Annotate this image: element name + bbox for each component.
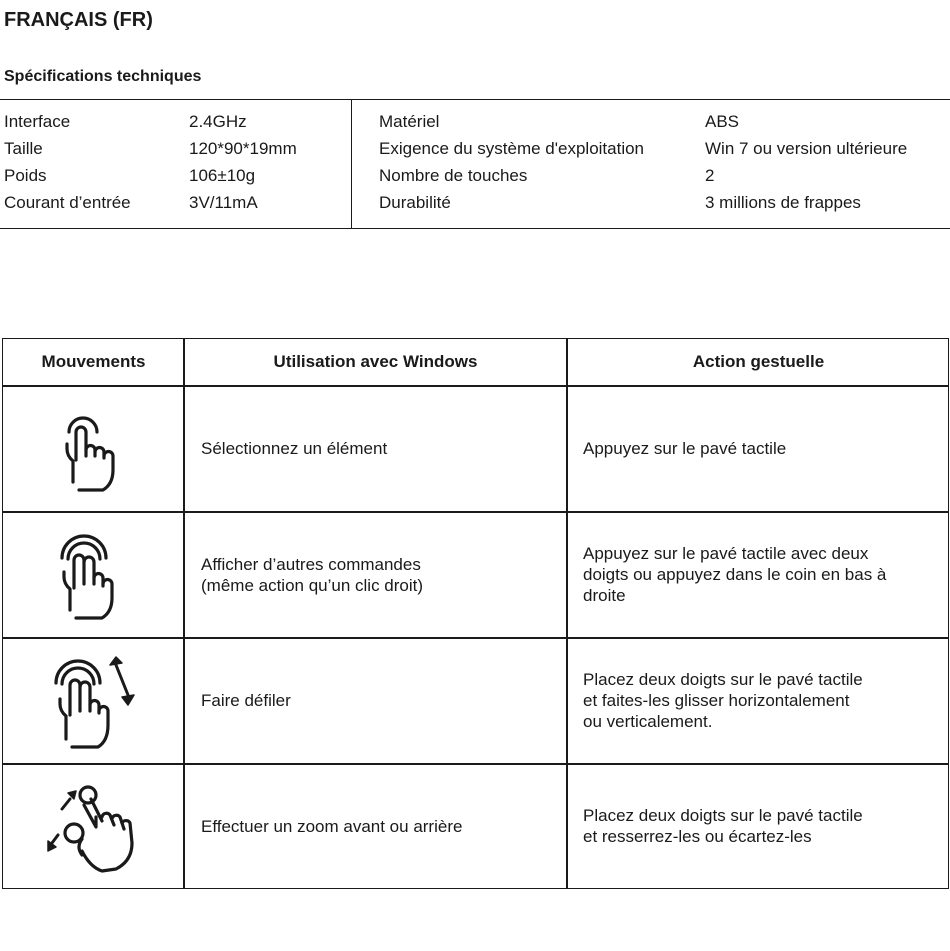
specs-table <box>0 99 950 229</box>
gestures-table <box>2 338 949 889</box>
gesture-action-cell <box>583 386 945 511</box>
spec-row <box>0 112 950 139</box>
spec-label: Poids <box>4 166 47 185</box>
spec-value: Win 7 ou version ultérieure <box>705 139 908 158</box>
header-movements: Mouvements <box>41 352 146 371</box>
spec-value: ABS <box>705 112 740 131</box>
windows-usage-text: Effectuer un zoom avant ou arrière <box>201 816 463 836</box>
two-finger-scroll-hand-icon <box>3 638 184 763</box>
windows-usage-text: Faire défiler <box>201 691 291 710</box>
page-title: FRANÇAIS (FR) <box>4 9 153 31</box>
spec-row <box>0 166 950 193</box>
spec-label: Durabilité <box>379 193 451 212</box>
spec-label: Taille <box>4 139 43 158</box>
gesture-action-text: Placez deux doigts sur le pavé tactile et faites-les glisser horizontalement ou verticalement. <box>583 670 863 731</box>
spec-label: Nombre de touches <box>379 166 528 185</box>
spec-value: 106±10g <box>189 166 256 185</box>
specs-heading: Spécifications techniques <box>4 68 202 85</box>
two-finger-tap-hand-icon <box>3 512 184 637</box>
header-action: Action gestuelle <box>692 352 825 371</box>
single-tap-hand-icon <box>3 386 184 511</box>
column-divider <box>566 339 568 888</box>
windows-usage-cell <box>201 512 561 637</box>
gesture-action-text: Appuyez sur le pavé tactile <box>583 439 787 458</box>
spec-label: Courant d’entrée <box>4 193 131 212</box>
windows-usage-cell <box>201 638 561 763</box>
spec-value: 120*90*19mm <box>189 139 297 158</box>
spec-value: 3 millions de frappes <box>705 193 861 212</box>
gesture-action-text: Appuyez sur le pavé tactile avec deux doigts ou appuyez dans le coin en bas à droite <box>583 544 887 605</box>
spec-label: Interface <box>4 112 71 131</box>
windows-usage-text: Sélectionnez un élément <box>201 439 388 458</box>
spec-value: 2.4GHz <box>189 112 247 131</box>
spec-value: 2 <box>705 166 715 185</box>
spec-label: Exigence du système d'exploitation <box>379 139 645 158</box>
windows-usage-text: Afficher d’autres commandes (même action qu’un clic droit) <box>201 554 424 595</box>
pinch-zoom-hand-icon <box>3 764 184 889</box>
header-windows: Utilisation avec Windows <box>273 352 478 371</box>
spec-label: Matériel <box>379 112 440 131</box>
gesture-action-cell <box>583 638 945 763</box>
spec-row <box>0 193 950 220</box>
gesture-action-text: Placez deux doigts sur le pavé tactile et resserrez-les ou écartez-les <box>583 806 863 846</box>
windows-usage-cell <box>201 386 561 511</box>
spec-row <box>0 139 950 166</box>
gesture-action-cell <box>583 764 945 888</box>
gesture-action-cell <box>583 512 945 637</box>
spec-value: 3V/11mA <box>189 193 258 212</box>
windows-usage-cell <box>201 764 561 888</box>
